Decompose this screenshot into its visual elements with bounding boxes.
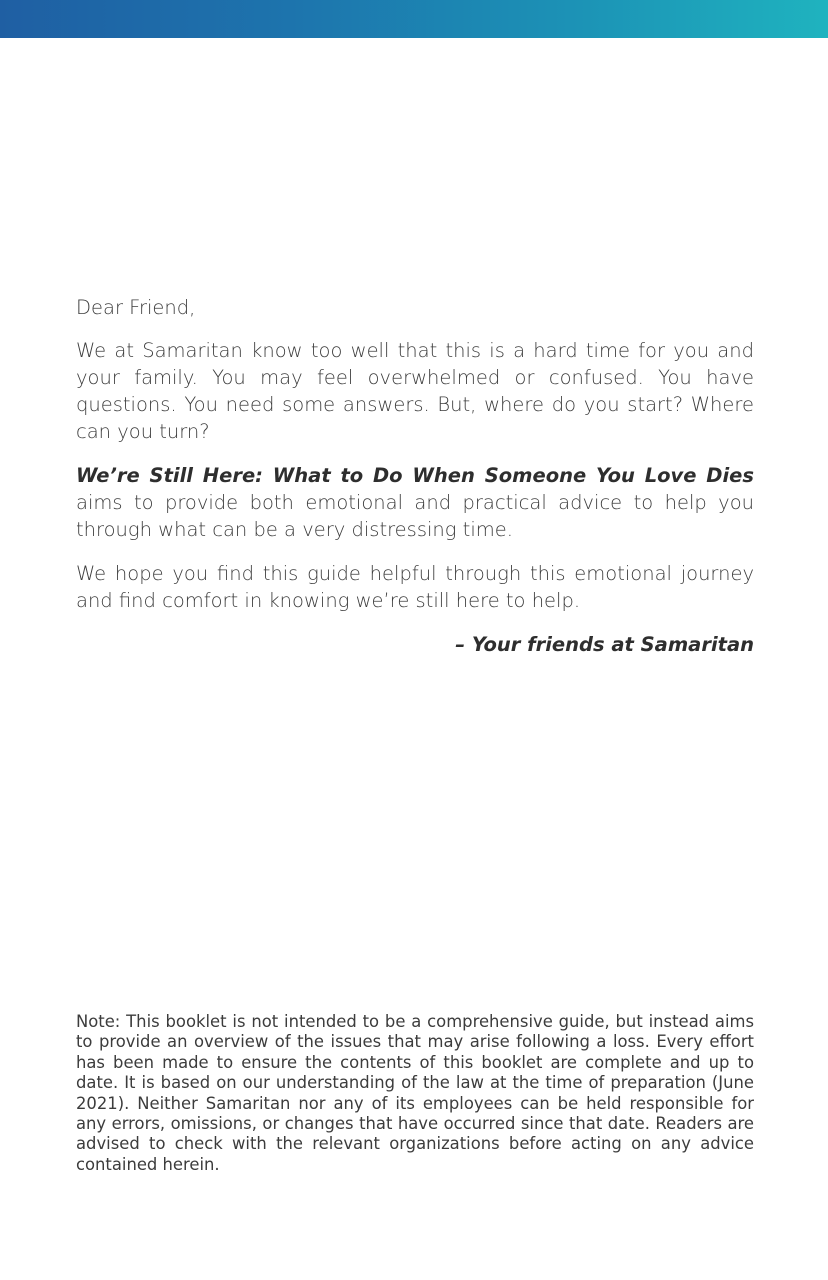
booklet-title: We’re Still Here: What to Do When Someone You Love Dies <box>76 464 754 487</box>
letter-paragraph-2 <box>76 462 754 543</box>
letter-body <box>76 294 754 675</box>
disclaimer-note: Note: This booklet is not intended to be a comprehensive guide, but instead aims to provide an overview of the issues that may arise following a loss. Every effort has been made to ensure the contents of this booklet are complete and up to date. It is based on our understanding of the law at the time of preparation (June 2021). Neither Samaritan nor any of its employees can be held responsible for any errors, omissions, or changes that have occurred since that date. Readers are advised to check with the relevant organizations before acting on any advice contained herein. <box>76 1012 754 1174</box>
letter-greeting: Dear Friend, <box>76 296 196 319</box>
letter-signature: – Your friends at Samaritan <box>455 633 754 656</box>
letter-paragraph-3: We hope you find this guide helpful through this emotional journey and find comfort in knowing we’re still here to help. <box>76 562 754 612</box>
letter-paragraph-1: We at Samaritan know too well that this is a hard time for you and your family. You may feel overwhelmed or confused. You have questions. You need some answers. But, where do you start? Where can you turn? <box>76 339 754 443</box>
top-gradient-band <box>0 0 828 38</box>
letter-paragraph-2-text: aims to provide both emotional and practical advice to help you through what can be a very distressing time. <box>76 491 754 541</box>
